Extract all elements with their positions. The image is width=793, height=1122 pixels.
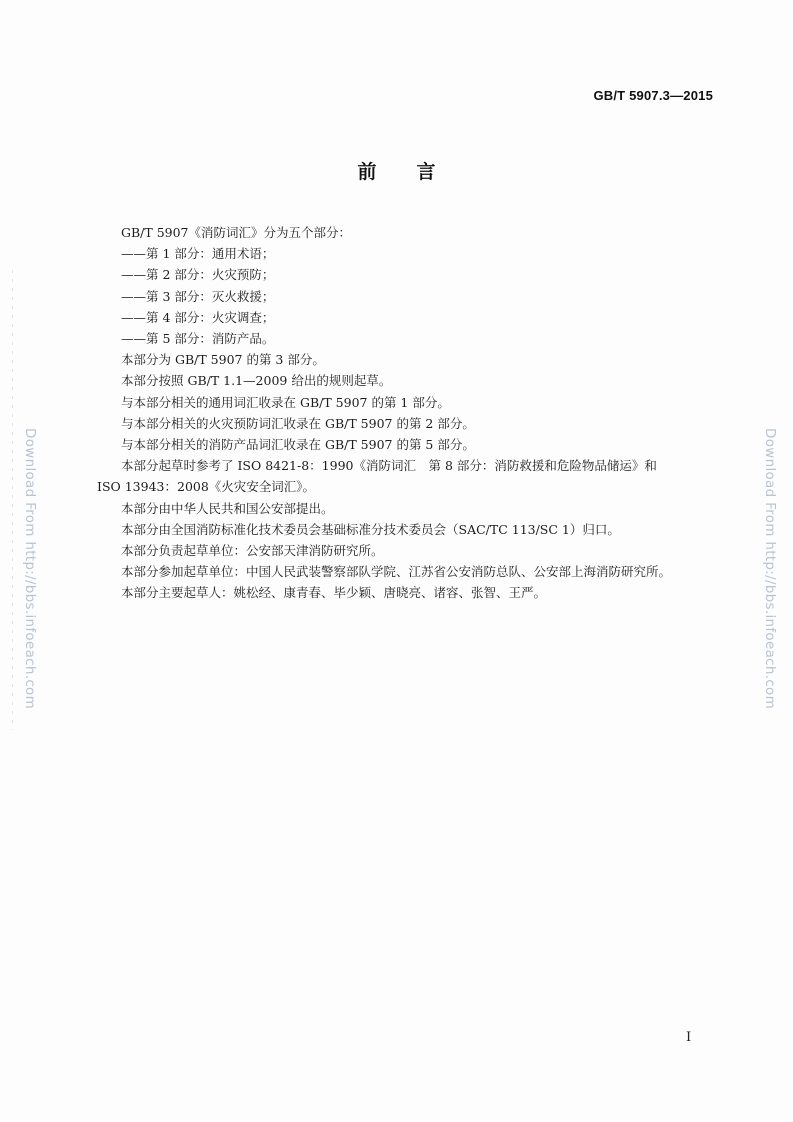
page-title: 前言 (357, 161, 476, 183)
list-item-part-3: ——第 3 部分：灭火救援； (121, 288, 275, 304)
paragraph-related-part-2: 与本部分相关的火灾预防词汇收录在 GB/T 5907 的第 2 部分。 (121, 415, 475, 431)
paragraph-references-line-1: 本部分起草时参考了 ISO 8421-8：1990《消防词汇 第 8 部分：消防救援和危险物品储运》和 (121, 458, 657, 474)
watermark-left: Download From http://bbs.infoeach.com (22, 428, 38, 710)
paragraph-proposed-by: 本部分由中华人民共和国公安部提出。 (121, 500, 334, 516)
paragraph-related-part-1: 与本部分相关的通用词汇收录在 GB/T 5907 的第 1 部分。 (121, 394, 450, 410)
paragraph-this-part: 本部分为 GB/T 5907 的第 3 部分。 (121, 352, 325, 368)
list-item-part-4: ——第 4 部分：火灾调查； (121, 309, 275, 325)
paragraph-references-line-2: ISO 13943：2008《火灾安全词汇》。 (97, 479, 316, 495)
paragraph-related-part-5: 与本部分相关的消防产品词汇收录在 GB/T 5907 的第 5 部分。 (121, 437, 475, 453)
paragraph-responsible-drafter: 本部分负责起草单位：公安部天津消防研究所。 (121, 543, 384, 559)
paragraph-administered-by: 本部分由全国消防标准化技术委员会基础标准分技术委员会（SAC/TC 113/SC 1）归口。 (121, 521, 620, 537)
list-item-part-1: ——第 1 部分：通用术语； (121, 246, 275, 262)
paragraph-participating-drafters: 本部分参加起草单位：中国人民武装警察部队学院、江苏省公安消防总队、公安部上海消防研究所。 (121, 564, 672, 580)
watermark-right: Download From http://bbs.infoeach.com (762, 428, 778, 710)
list-item-part-5: ——第 5 部分：消防产品。 (121, 331, 275, 347)
standard-number: GB/T 5907.3—2015 (593, 88, 713, 103)
paragraph-main-drafters: 本部分主要起草人：姚松经、康青春、毕少颖、唐晓亮、诸容、张智、王严。 (121, 585, 547, 601)
paragraph-drafting-rules: 本部分按照 GB/T 1.1—2009 给出的规则起草。 (121, 373, 392, 389)
list-item-part-2: ——第 2 部分：火灾预防； (121, 267, 275, 283)
foreword-body (97, 222, 717, 604)
scan-artifact (12, 270, 13, 730)
page-number: I (686, 1030, 692, 1045)
paragraph-parts-intro: GB/T 5907《消防词汇》分为五个部分： (121, 225, 352, 240)
